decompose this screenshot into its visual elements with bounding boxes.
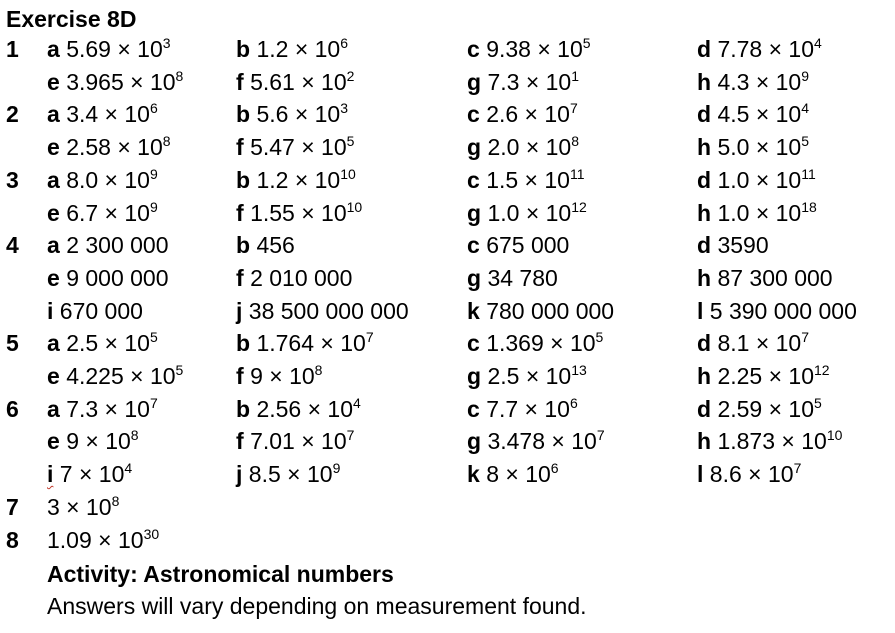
answer-base: 4.5 × 10 xyxy=(717,101,802,128)
activity-text: Answers will vary depending on measurement found. xyxy=(47,593,587,619)
question-number: 5 xyxy=(6,330,19,357)
answer-exponent: 10 xyxy=(346,198,363,215)
answer-base: 7.78 × 10 xyxy=(717,36,815,62)
answer-base: 1.5 × 10 xyxy=(486,166,570,193)
question-8-answer xyxy=(47,524,159,557)
answer-letter: h xyxy=(697,134,712,161)
answer-exponent: 5 xyxy=(346,133,355,150)
answer-item xyxy=(467,66,579,99)
answer-item xyxy=(236,425,354,458)
answer-letter: h xyxy=(697,264,712,291)
answer-letter: e xyxy=(47,264,60,291)
answer-item xyxy=(467,131,579,164)
answer-item xyxy=(236,164,356,197)
answer-base: 1.2 × 10 xyxy=(256,36,341,62)
answer-item xyxy=(467,98,578,131)
answer-letter: d xyxy=(697,166,712,193)
answer-row xyxy=(0,98,895,131)
answer-letter: l xyxy=(697,461,704,488)
answer-exponent: 6 xyxy=(550,460,559,477)
answer-base: 2.56 × 10 xyxy=(256,395,354,422)
answer-item xyxy=(467,360,587,393)
answer-letter: j xyxy=(236,297,243,324)
answer-item xyxy=(697,197,817,230)
question-number: 4 xyxy=(6,232,19,259)
answer-letter: a xyxy=(47,101,60,128)
answer-base: 1.2 × 10 xyxy=(256,166,341,193)
answer-exponent: 12 xyxy=(571,198,587,215)
answer-exponent: 8 xyxy=(175,67,184,84)
answer-exponent: 8 xyxy=(111,493,120,509)
answer-base: 780 000 000 xyxy=(486,297,615,324)
answer-item xyxy=(47,393,158,426)
answer-letter: b xyxy=(236,232,251,259)
answer-item xyxy=(697,262,833,295)
answer-letter: h xyxy=(697,363,712,389)
answer-row xyxy=(0,131,895,164)
answer-base: 5.47 × 10 xyxy=(250,134,347,161)
answer-exponent: 13 xyxy=(571,362,587,378)
answer-letter: c xyxy=(467,330,480,357)
answer-item xyxy=(47,327,158,360)
answer-base: 3590 xyxy=(717,232,769,259)
answer-base: 2.59 × 10 xyxy=(717,395,815,422)
answer-row xyxy=(0,425,895,458)
answer-letter: c xyxy=(467,232,480,259)
question-number: 7 xyxy=(6,494,19,520)
answer-item xyxy=(47,66,183,99)
answer-exponent: 7 xyxy=(149,394,158,411)
answer-row xyxy=(0,458,895,491)
answer-base: 1.369 × 10 xyxy=(486,330,596,357)
answer-base: 6.7 × 10 xyxy=(66,199,150,226)
answer-item xyxy=(697,229,769,262)
answer-row xyxy=(0,393,895,426)
answer-item xyxy=(697,425,842,458)
answer-letter: c xyxy=(467,101,480,128)
answer-letter: g xyxy=(467,199,482,226)
answer-exponent: 6 xyxy=(569,394,578,411)
answer-exponent: 9 xyxy=(332,460,341,477)
answer-item xyxy=(47,33,171,66)
question-7-row xyxy=(0,491,895,524)
answer-letter: g xyxy=(467,363,482,389)
answer-base: 9 × 10 xyxy=(66,428,131,455)
question-number: 3 xyxy=(6,166,19,193)
answer-exponent: 4 xyxy=(814,35,822,51)
answer-base: 2.0 × 10 xyxy=(487,134,572,161)
answer-base: 2.5 × 10 xyxy=(487,363,572,389)
answer-row xyxy=(0,327,895,360)
answer-letter: d xyxy=(697,395,712,422)
answer-base: 3 × 10 xyxy=(47,494,112,520)
answer-letter: b xyxy=(236,36,251,62)
answer-item xyxy=(236,66,354,99)
question-7-answer xyxy=(47,491,119,524)
answer-item xyxy=(47,262,169,295)
answer-row xyxy=(0,229,895,262)
answer-exponent: 5 xyxy=(801,133,810,150)
answer-item xyxy=(697,66,809,99)
answer-exponent: 2 xyxy=(346,67,355,84)
answer-row xyxy=(0,33,895,66)
answer-row xyxy=(0,295,895,328)
answer-item xyxy=(467,229,569,262)
answer-letter: a xyxy=(47,36,60,62)
answer-letter: c xyxy=(467,395,480,422)
answer-exponent: 5 xyxy=(595,329,604,346)
answer-item xyxy=(467,197,587,230)
answer-base: 5.61 × 10 xyxy=(250,68,347,95)
answer-exponent: 9 xyxy=(801,67,810,84)
answer-letter: b xyxy=(236,395,251,422)
answer-item xyxy=(697,33,822,66)
answer-exponent: 7 xyxy=(569,100,578,117)
answer-item xyxy=(467,327,603,360)
answer-base: 2 010 000 xyxy=(250,264,353,291)
answer-item xyxy=(236,327,374,360)
answer-letter: l xyxy=(697,297,704,324)
answer-base: 5.0 × 10 xyxy=(717,134,802,161)
answer-item xyxy=(236,33,348,66)
answer-base: 87 300 000 xyxy=(717,264,833,291)
answer-letter: f xyxy=(236,199,244,226)
answer-item xyxy=(47,229,169,262)
answer-base: 9 × 10 xyxy=(250,363,315,389)
answer-base: 1.09 × 10 xyxy=(47,527,144,553)
answer-exponent: 11 xyxy=(569,165,585,182)
answer-item xyxy=(697,295,857,328)
answer-item xyxy=(236,197,362,230)
answer-exponent: 5 xyxy=(149,329,158,346)
answer-base: 1.55 × 10 xyxy=(250,199,347,226)
answer-base: 4.225 × 10 xyxy=(66,363,176,389)
answer-base: 7.01 × 10 xyxy=(250,428,347,455)
answer-item xyxy=(236,229,295,262)
answer-letter: d xyxy=(697,36,712,62)
answer-item xyxy=(467,262,558,295)
answer-letter: f xyxy=(236,428,244,455)
answer-letter: h xyxy=(697,68,712,95)
answer-exponent: 30 xyxy=(143,526,160,542)
answer-item xyxy=(467,295,614,328)
answer-exponent: 4 xyxy=(124,460,133,477)
answer-letter: e xyxy=(47,68,60,95)
answer-exponent: 18 xyxy=(801,198,817,215)
answer-row xyxy=(0,164,895,197)
answer-base: 3.4 × 10 xyxy=(66,101,150,128)
answer-letter: k xyxy=(467,297,480,324)
answer-exponent: 3 xyxy=(162,35,171,51)
answer-exponent: 9 xyxy=(149,198,158,215)
answer-letter: h xyxy=(697,199,712,226)
answer-letter: a xyxy=(47,330,60,357)
answer-letter: e xyxy=(47,428,60,455)
answer-exponent: 9 xyxy=(149,165,158,182)
answer-exponent: 4 xyxy=(353,394,361,411)
answer-base: 8.5 × 10 xyxy=(248,461,333,488)
question-8-row xyxy=(0,524,895,557)
answer-base: 5 390 000 000 xyxy=(709,297,857,324)
answer-letter: c xyxy=(467,36,480,62)
answer-item xyxy=(236,393,361,426)
answer-base: 5.69 × 10 xyxy=(66,36,163,62)
answer-base: 3.478 × 10 xyxy=(487,428,597,455)
exercise-title: Exercise 8D xyxy=(6,6,137,32)
answer-base: 1.0 × 10 xyxy=(487,199,572,226)
answer-base: 38 500 000 000 xyxy=(248,297,409,324)
answer-base: 670 000 xyxy=(59,297,143,324)
answer-base: 4.3 × 10 xyxy=(717,68,802,95)
answer-item xyxy=(697,360,830,393)
answer-exponent: 11 xyxy=(801,165,816,182)
answer-base: 7.7 × 10 xyxy=(486,395,570,422)
answer-letter: b xyxy=(236,166,251,193)
answer-row xyxy=(0,262,895,295)
answer-letter: e xyxy=(47,199,60,226)
answer-item xyxy=(47,425,139,458)
answer-item xyxy=(236,458,340,491)
answer-letter: e xyxy=(47,134,60,161)
answer-base: 675 000 xyxy=(486,232,570,259)
question-number: 2 xyxy=(6,101,19,128)
answer-letter: f xyxy=(236,68,244,95)
answer-row xyxy=(0,66,895,99)
answer-item xyxy=(467,393,578,426)
answer-exponent: 7 xyxy=(596,427,605,444)
answer-letter: f xyxy=(236,134,244,161)
answer-letter: c xyxy=(467,166,480,193)
answer-item xyxy=(467,425,605,458)
answer-item xyxy=(236,360,322,393)
answer-base: 1.0 × 10 xyxy=(717,166,802,193)
answer-base: 5.6 × 10 xyxy=(256,101,341,128)
answer-exponent: 7 xyxy=(793,460,802,477)
answer-letter: h xyxy=(697,428,712,455)
answer-base: 1.873 × 10 xyxy=(717,428,827,455)
answer-letter: b xyxy=(236,330,251,357)
answer-exponent: 8 xyxy=(571,133,580,150)
question-number: 1 xyxy=(6,36,19,62)
answer-exponent: 6 xyxy=(340,35,349,51)
answer-item xyxy=(47,458,132,491)
answer-item xyxy=(697,458,801,491)
answer-letter: j xyxy=(236,461,243,488)
answer-item xyxy=(47,295,143,328)
answer-letter: f xyxy=(236,264,244,291)
answer-exponent: 5 xyxy=(814,394,822,411)
answer-base: 1.0 × 10 xyxy=(717,199,802,226)
question-number: 6 xyxy=(6,395,19,422)
answer-item xyxy=(47,197,158,230)
answer-item xyxy=(236,295,409,328)
answer-letter: b xyxy=(236,101,251,128)
answer-exponent: 8 xyxy=(130,427,139,444)
answer-item xyxy=(236,98,348,131)
answer-item xyxy=(697,98,809,131)
answer-base: 456 xyxy=(256,232,295,259)
answer-letter: g xyxy=(467,428,482,455)
answer-exponent: 5 xyxy=(175,362,184,378)
question-number: 8 xyxy=(6,527,19,553)
answer-base: 2.6 × 10 xyxy=(486,101,570,128)
answer-row xyxy=(0,197,895,230)
answer-letter: e xyxy=(47,363,60,389)
answer-letter: g xyxy=(467,68,482,95)
answer-base: 34 780 xyxy=(487,264,558,291)
answer-item xyxy=(47,360,183,393)
answer-item xyxy=(47,164,158,197)
answer-item xyxy=(697,131,809,164)
answer-item xyxy=(236,262,352,295)
answer-exponent: 8 xyxy=(314,362,323,378)
answer-letter: d xyxy=(697,330,712,357)
answer-exponent: 3 xyxy=(340,100,349,117)
answer-letter: d xyxy=(697,232,712,259)
answer-base: 7 × 10 xyxy=(59,461,125,488)
answer-item xyxy=(47,98,158,131)
answer-base: 2.5 × 10 xyxy=(66,330,150,357)
answer-base: 2.25 × 10 xyxy=(717,363,815,389)
answer-letter: a xyxy=(47,232,60,259)
answer-exponent: 6 xyxy=(149,100,158,117)
answer-letter: a xyxy=(47,395,60,422)
answer-exponent: 10 xyxy=(826,427,843,444)
answer-item xyxy=(467,164,585,197)
answer-base: 7.3 × 10 xyxy=(66,395,150,422)
answer-exponent: 8 xyxy=(162,133,171,150)
answer-exponent: 7 xyxy=(801,329,810,346)
answer-base: 8 × 10 xyxy=(486,461,551,488)
answer-letter: g xyxy=(467,134,482,161)
answer-letter: f xyxy=(236,363,244,389)
answer-exponent: 10 xyxy=(340,165,356,182)
answer-exponent: 4 xyxy=(801,100,810,117)
answer-base: 9 000 000 xyxy=(66,264,169,291)
answer-letter: k xyxy=(467,461,480,488)
answer-item xyxy=(236,131,354,164)
answer-letter: i xyxy=(47,461,54,488)
answer-base: 9.38 × 10 xyxy=(486,36,583,62)
answer-letter: i xyxy=(47,297,54,324)
answer-item xyxy=(47,131,171,164)
answer-base: 2 300 000 xyxy=(66,232,169,259)
answer-letter: d xyxy=(697,101,712,128)
answer-item xyxy=(467,458,559,491)
answer-exponent: 7 xyxy=(346,427,355,444)
answer-item xyxy=(467,33,591,66)
answer-base: 8.0 × 10 xyxy=(66,166,150,193)
answer-item xyxy=(697,393,822,426)
answer-exponent: 7 xyxy=(365,329,374,346)
answer-item xyxy=(697,164,816,197)
answer-exponent: 12 xyxy=(814,362,830,378)
answer-base: 3.965 × 10 xyxy=(66,68,176,95)
answer-exponent: 1 xyxy=(571,67,580,84)
answer-base: 2.58 × 10 xyxy=(66,134,163,161)
answer-base: 1.764 × 10 xyxy=(256,330,366,357)
answer-row xyxy=(0,360,895,393)
answer-exponent: 5 xyxy=(582,35,591,51)
answer-base: 8.6 × 10 xyxy=(709,461,794,488)
answer-letter: a xyxy=(47,166,60,193)
answer-base: 7.3 × 10 xyxy=(487,68,572,95)
activity-title: Activity: Astronomical numbers xyxy=(47,561,394,587)
answer-letter: g xyxy=(467,264,482,291)
answer-base: 8.1 × 10 xyxy=(717,330,802,357)
answer-item xyxy=(697,327,809,360)
